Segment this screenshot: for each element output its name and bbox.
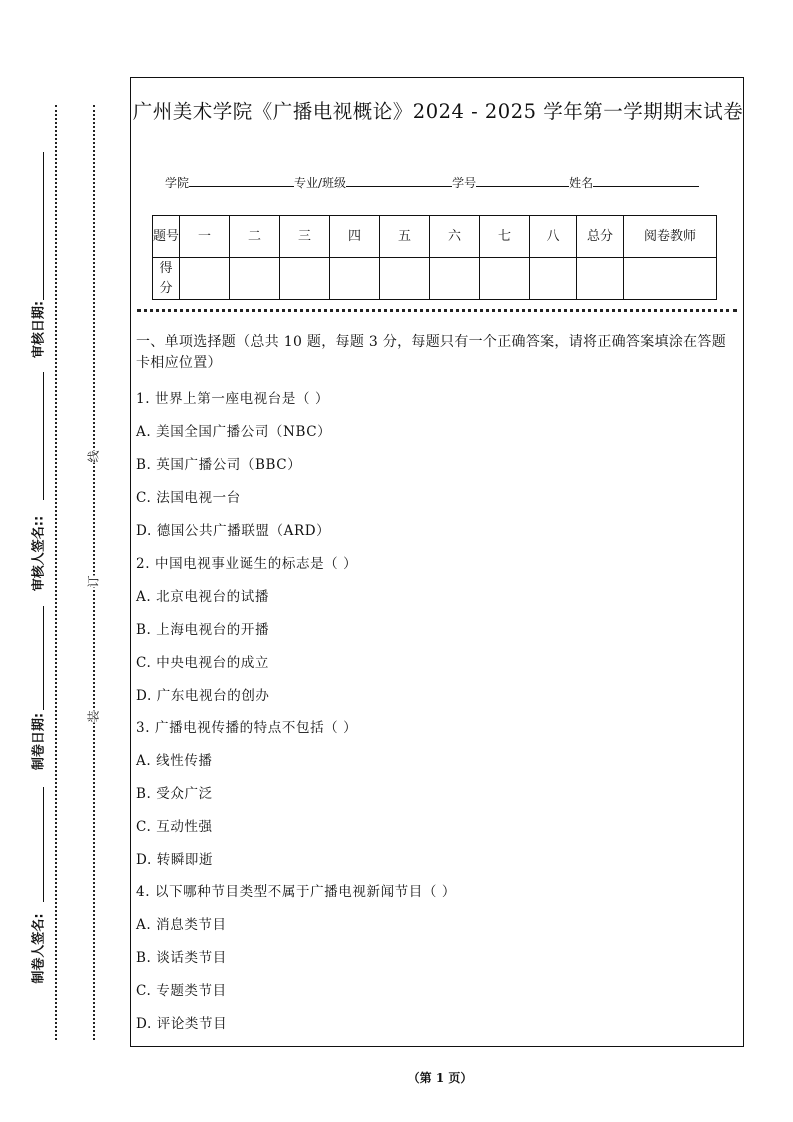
question-option[interactable]: A. 北京电视台的试播 (136, 589, 269, 605)
college-label: 学院 (165, 176, 190, 190)
cut-line-inner (93, 105, 95, 1040)
compile-date-label: 制卷日期: (31, 712, 47, 771)
review-date-label: 审核日期: (31, 300, 47, 359)
student-id-field[interactable] (476, 174, 569, 187)
question-option[interactable]: D. 评论类节目 (136, 1016, 228, 1032)
score-header-cell: 六 (430, 216, 480, 258)
score-cell[interactable] (577, 258, 624, 300)
college-field[interactable] (189, 174, 294, 187)
question-option[interactable]: A. 线性传播 (136, 753, 213, 769)
score-table-score-row (153, 258, 717, 300)
score-table (152, 215, 717, 300)
score-header-cell: 二 (230, 216, 280, 258)
score-header-cell: 五 (380, 216, 430, 258)
binding-zhuang: 装 (86, 710, 101, 723)
reviewer-signature-label: 审核人签名:: (31, 515, 47, 592)
score-row-label: 得分 (153, 258, 180, 300)
question-option[interactable]: C. 中央电视台的成立 (136, 655, 270, 671)
name-field[interactable] (593, 174, 699, 187)
question-option[interactable]: D. 德国公共广播联盟（ARD） (136, 523, 331, 539)
question-option[interactable]: A. 消息类节目 (136, 917, 227, 933)
score-header-cell: 一 (180, 216, 230, 258)
score-cell[interactable] (230, 258, 280, 300)
score-cell[interactable] (180, 258, 230, 300)
section-heading: 一、单项选择题（总共 10 题，每题 3 分，每题只有一个正确答案，请将正确答案填涂在答题卡相应位置） (136, 334, 727, 371)
score-cell[interactable] (280, 258, 330, 300)
exam-frame (130, 77, 744, 1047)
compile-date-line[interactable] (43, 606, 44, 710)
score-header-cell: 三 (280, 216, 330, 258)
score-header-cell: 阅卷教师 (624, 216, 717, 258)
question-stem: 3. 广播电视传播的特点不包括（ ） (136, 720, 358, 736)
question-option[interactable]: C. 互动性强 (136, 819, 213, 835)
question-option[interactable]: B. 英国广播公司（BBC） (136, 457, 302, 473)
question-stem: 4. 以下哪种节目类型不属于广播电视新闻节目（ ） (136, 884, 456, 900)
question-option[interactable]: B. 上海电视台的开播 (136, 622, 270, 638)
question-option[interactable]: B. 受众广泛 (136, 786, 213, 802)
score-table-header-row (153, 216, 717, 258)
cut-line-outer (55, 105, 57, 1040)
review-date-line[interactable] (43, 152, 44, 300)
question-option[interactable]: D. 广东电视台的创办 (136, 688, 270, 704)
binding-xian: 线 (86, 450, 101, 463)
score-header-cell: 七 (480, 216, 530, 258)
score-header-cell: 题号 (153, 216, 180, 258)
major-class-label: 专业/班级 (294, 176, 347, 190)
name-label: 姓名 (569, 176, 594, 190)
score-header-cell: 四 (330, 216, 380, 258)
student-id-label: 学号 (452, 176, 477, 190)
student-info-row (165, 174, 699, 191)
compiler-signature-line[interactable] (43, 787, 44, 902)
question-option[interactable]: B. 谈话类节目 (136, 950, 227, 966)
binding-ding: 订 (86, 575, 101, 588)
score-cell[interactable] (430, 258, 480, 300)
score-header-cell: 八 (530, 216, 577, 258)
score-cell[interactable] (380, 258, 430, 300)
score-cell[interactable] (480, 258, 530, 300)
question-option[interactable]: D. 转瞬即逝 (136, 852, 214, 868)
score-cell[interactable] (530, 258, 577, 300)
question-option[interactable]: C. 法国电视一台 (136, 490, 241, 506)
dotted-separator (137, 309, 737, 312)
score-cell[interactable] (330, 258, 380, 300)
page-number: （第 1 页） (407, 1071, 473, 1085)
major-class-field[interactable] (346, 174, 452, 187)
reviewer-signature-line[interactable] (43, 372, 44, 500)
question-stem: 1. 世界上第一座电视台是（ ） (136, 391, 330, 407)
compiler-signature-label: 制卷人签名: (31, 913, 47, 984)
exam-title: 广州美术学院《广播电视概论》2024 - 2025 学年第一学期期末试卷 (132, 100, 744, 123)
score-header-cell: 总分 (577, 216, 624, 258)
question-option[interactable]: C. 专题类节目 (136, 983, 227, 999)
question-option[interactable]: A. 美国全国广播公司（NBC） (136, 424, 332, 440)
question-stem: 2. 中国电视事业诞生的标志是（ ） (136, 556, 358, 572)
grader-cell[interactable] (624, 258, 717, 300)
